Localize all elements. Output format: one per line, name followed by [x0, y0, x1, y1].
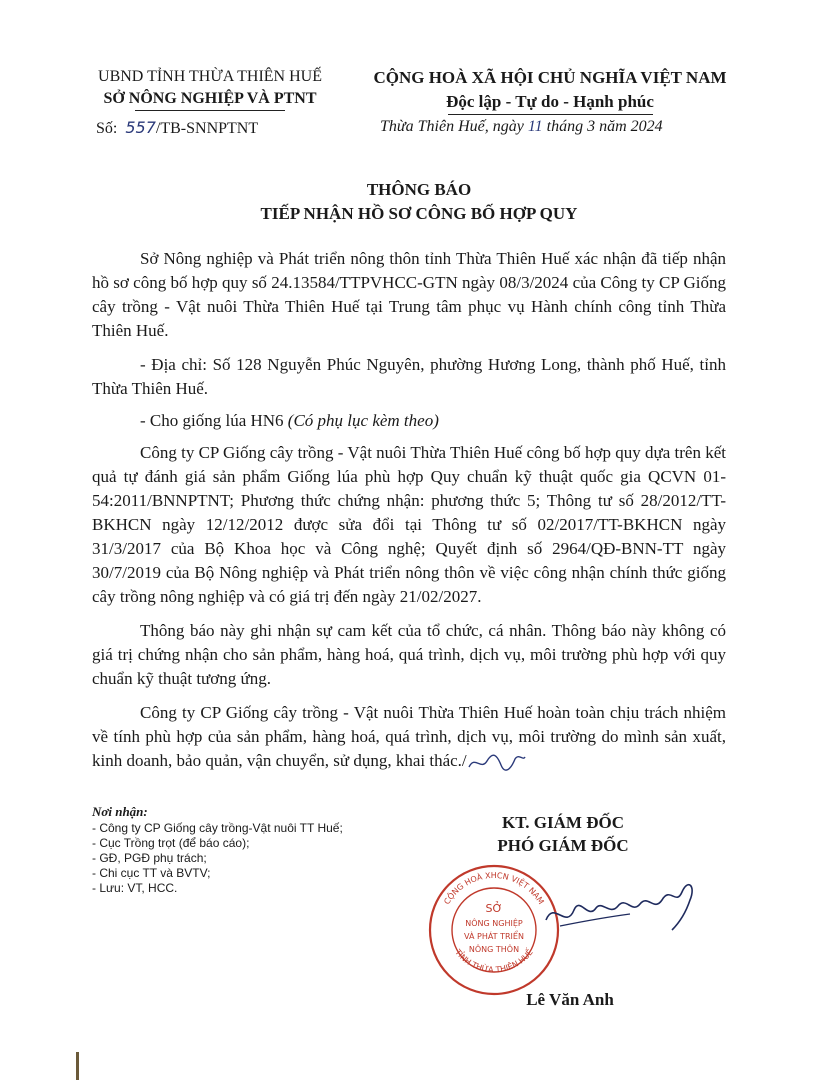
responsibility-text: Công ty CP Giống cây trồng - Vật nuôi Thừa Thiên Huế hoàn toàn chịu trách nhiệm về tính phù hợp của sản phẩm, hàng hoá, quá trình, dịch vụ, môi trường do mình sản xuất, kinh doanh, bảo quản, vận chuyển, sử dụng, khai thác./: [92, 703, 726, 770]
svg-text:NÔNG NGHIỆP: NÔNG NGHIỆP: [465, 919, 523, 928]
recipient-item: - Công ty CP Giống cây trồng-Vật nuôi TT Huế;: [92, 821, 343, 835]
document-subject-title: TIẾP NHẬN HỒ SƠ CÔNG BỐ HỢP QUY: [260, 204, 578, 223]
signer-name: Lê Văn Anh: [526, 990, 614, 1009]
initials-scribble: [467, 751, 527, 773]
document-number: [96, 118, 258, 138]
svg-text:NÔNG THÔN: NÔNG THÔN: [468, 945, 520, 954]
doc-number-suffix: /TB-SNNPTNT: [155, 120, 259, 137]
document-type-title: THÔNG BÁO: [366, 180, 472, 199]
date-suffix: tháng 3 năm 2024: [546, 118, 663, 135]
recipients-block: [92, 804, 422, 896]
body-paragraph-variety: [92, 409, 726, 433]
national-motto: Độc lập - Tự do - Hạnh phúc: [446, 92, 654, 111]
recipient-item: - GĐ, PGĐ phụ trách;: [92, 851, 207, 865]
variety-text: - Cho giống lúa HN6: [140, 411, 288, 430]
body-paragraph-basis: Công ty CP Giống cây trồng - Vật nuôi Thừa Thiên Huế công bố hợp quy dựa trên kết quả tự đánh giá sản phẩm Giống lúa phù hợp Quy chuẩn kỹ thuật quốc gia QCVN 01-54:2011/BNNPTNT; Phương thức chứng nhận: phương thức 5; Thông tư số 28/2012/TT-BKHCN ngày 12/12/2012 được sửa đổi tại Thông tư số 02/2017/TT-BKHCN ngày 31/3/2017 của Bộ Khoa học và Công nghệ; Quyết định số 2964/QĐ-BNN-TT ngày 30/7/2019 của Bộ Nông nghiệp và Phát triển nông thôn về việc công nhận chính thức giống cây trồng nông nghiệp và có giá trị đến ngày 21/02/2027.: [92, 443, 726, 606]
handwritten-signature: [540, 860, 710, 940]
agency-name: UBND TỈNH THỪA THIÊN HUẾ: [98, 68, 322, 85]
signer-authority: KT. GIÁM ĐỐC: [502, 813, 624, 832]
date-day-handwritten: 11: [527, 118, 543, 135]
body-paragraph-disclaimer: Thông báo này ghi nhận sự cam kết của tổ chức, cá nhân. Thông báo này không có giá trị chứng nhận cho sản phẩm, hàng hoá, quá trình, dịch vụ, môi trường phù hợp với quy chuẩn kỹ thuật tương ứng.: [92, 621, 726, 688]
body-paragraph-responsibility: [92, 701, 726, 773]
svg-text:CỘNG HOÀ XHCN VIỆT NAM: CỘNG HOÀ XHCN VIỆT NAM: [442, 870, 546, 907]
document-body: [92, 247, 726, 783]
motto-underline: [448, 114, 653, 115]
doc-number-handwritten: 557: [125, 118, 156, 137]
national-header-block: [350, 66, 750, 115]
signer-position: PHÓ GIÁM ĐỐC: [497, 836, 629, 855]
department-underline: [135, 110, 285, 111]
doc-number-prefix: Số:: [96, 120, 118, 137]
svg-text:VÀ PHÁT TRIỂN: VÀ PHÁT TRIỂN: [464, 932, 524, 941]
recipient-item: - Lưu: VT, HCC.: [92, 881, 178, 895]
body-paragraph-address: - Địa chỉ: Số 128 Nguyễn Phúc Nguyên, phường Hương Long, thành phố Huế, tỉnh Thừa Thiên Huế.: [92, 355, 726, 398]
issuing-agency-block: [60, 66, 360, 111]
nation-name: CỘNG HOÀ XÃ HỘI CHỦ NGHĨA VIỆT NAM: [373, 68, 727, 87]
date-prefix: Thừa Thiên Huế, ngày: [380, 118, 524, 135]
body-paragraph-receipt: Sở Nông nghiệp và Phát triển nông thôn tỉnh Thừa Thiên Huế xác nhận đã tiếp nhận hồ sơ công bố hợp quy số 24.13584/TTPVHCC-GTN ngày 08/3/2024 của Công ty CP Giống cây trồng - Vật nuôi Thừa Thiên Huế tại Trung tâm phục vụ Hành chính công tỉnh Thừa Thiên Huế.: [92, 249, 726, 340]
recipients-heading: Nơi nhận:: [92, 804, 148, 819]
variety-appendix-note: (Có phụ lục kèm theo): [287, 411, 439, 430]
binding-edge-mark: [76, 1052, 79, 1080]
recipient-item: - Cục Trồng trọt (để báo cáo);: [92, 836, 250, 850]
recipient-item: - Chi cục TT và BVTV;: [92, 866, 211, 880]
department-name: SỞ NÔNG NGHIỆP VÀ PTNT: [103, 90, 317, 107]
svg-text:TỈNH THỪA THIÊN HUẾ: TỈNH THỪA THIÊN HUẾ: [453, 947, 535, 975]
issue-date: [380, 118, 800, 136]
svg-text:SỞ: SỞ: [485, 902, 503, 915]
